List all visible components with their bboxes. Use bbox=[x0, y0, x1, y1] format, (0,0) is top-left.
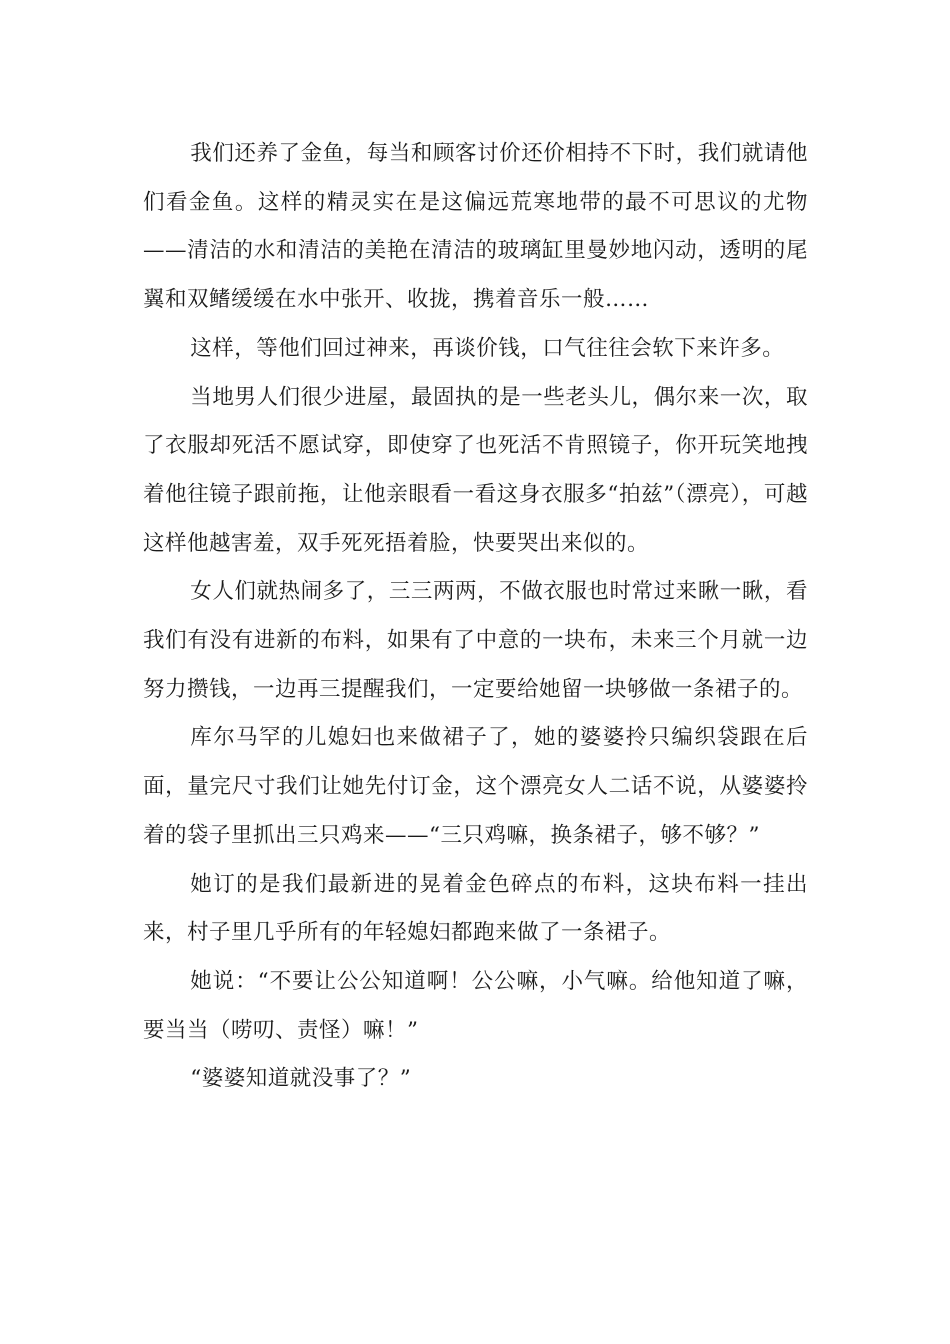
body-text bbox=[143, 130, 808, 1104]
paragraph-she-said: 她说：“不要让公公知道啊！公公嘛，小气嘛。给他知道了嘛，要当当（唠叨、责怪）嘛！” bbox=[143, 968, 808, 1043]
paragraph-mother-in-law-question: “婆婆知道就没事了？” bbox=[190, 1066, 412, 1092]
paragraph-old-men: 当地男人们很少进屋，最固执的是一些老头儿，偶尔来一次，取了衣服却死活不愿试穿，即使穿了也死活不肯照镜子，你开玩笑地拽着他往镜子跟前拖，让他亲眼看一看这身衣服多“拍兹”（漂亮），可越这样他越害羞，双手死死捂着脸，快要哭出来似的。 bbox=[143, 384, 808, 556]
paragraph-price-softens: 这样，等他们回过神来，再谈价钱，口气往往会软下来许多。 bbox=[190, 335, 785, 361]
paragraph-goldfish: 我们还养了金鱼，每当和顾客讨价还价相持不下时，我们就请他们看金鱼。这样的精灵实在是这偏远荒寒地带的最不可思议的尤物——清洁的水和清洁的美艳在清洁的玻璃缸里曼妙地闪动，透明的尾翼和双鳍缓缓在水中张开、收拢，携着音乐一般…… bbox=[143, 141, 808, 313]
paragraph-kurmahan-daughter-in-law: 库尔马罕的儿媳妇也来做裙子了，她的婆婆拎只编织袋跟在后面，量完尺寸我们让她先付订金，这个漂亮女人二话不说，从婆婆拎着的袋子里抓出三只鸡来——“三只鸡嘛，换条裙子，够不够？” bbox=[143, 725, 808, 848]
paragraph-women: 女人们就热闹多了，三三两两，不做衣服也时常过来瞅一瞅，看我们有没有进新的布料，如果有了中意的一块布，未来三个月就一边努力攒钱，一边再三提醒我们，一定要给她留一块够做一条裙子的。 bbox=[143, 579, 808, 702]
paragraph-gold-fabric: 她订的是我们最新进的晃着金色碎点的布料，这块布料一挂出来，村子里几乎所有的年轻媳妇都跑来做了一条裙子。 bbox=[143, 871, 808, 946]
